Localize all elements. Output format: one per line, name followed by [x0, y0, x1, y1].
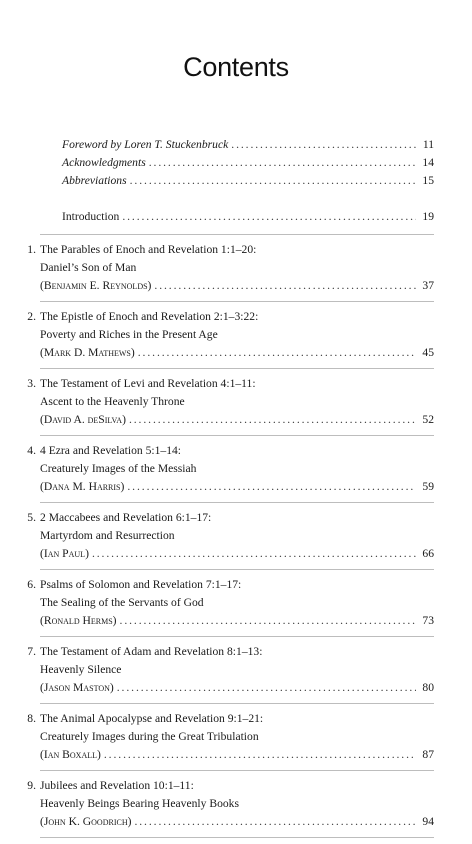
chapter-number: 8. — [27, 712, 36, 725]
chapter-subtitle: Daniel’s Son of Man — [40, 261, 137, 274]
divider — [40, 569, 434, 570]
chapter-subtitle: Heavenly Silence — [40, 663, 122, 676]
chapter-title: 4 Ezra and Revelation 5:1–14: — [40, 444, 182, 457]
toc-entry-chapter[interactable] — [22, 710, 434, 764]
chapter-subtitle: Creaturely Images during the Great Tribulation — [40, 730, 259, 743]
page-number: 87 — [422, 748, 434, 761]
chapter-number: 6. — [27, 578, 36, 591]
dot-leader — [130, 172, 416, 190]
toc-entry-chapter[interactable] — [22, 375, 434, 429]
chapter-subtitle: Poverty and Riches in the Present Age — [40, 328, 218, 341]
chapter-author: (Jason Maston) — [40, 681, 114, 694]
page-number: 59 — [422, 480, 434, 493]
divider — [40, 770, 434, 771]
chapter-author: (Ronald Herms) — [40, 614, 117, 627]
chapter-title: The Animal Apocalypse and Revelation 9:1–21: — [40, 712, 264, 725]
chapter-author: (John K. Goodrich) — [40, 815, 132, 828]
divider — [40, 435, 434, 436]
chapter-number: 3. — [27, 377, 36, 390]
dot-leader — [231, 136, 416, 154]
chapter-author: (Ian Paul) — [40, 547, 89, 560]
page-number: 14 — [422, 156, 434, 169]
divider — [40, 636, 434, 637]
chapter-number: 2. — [27, 310, 36, 323]
chapter-author-row — [40, 545, 434, 563]
dot-leader — [117, 679, 416, 697]
toc-entry-foreword[interactable] — [22, 136, 434, 154]
toc-entry-chapter[interactable] — [22, 442, 434, 496]
entry-label: Acknowledgments — [62, 156, 146, 169]
chapter-number: 9. — [27, 779, 36, 792]
toc-entry-introduction[interactable] — [22, 208, 434, 226]
chapter-subtitle: Creaturely Images of the Messiah — [40, 462, 197, 475]
page-number: 15 — [422, 174, 434, 187]
toc-entry-chapter[interactable] — [22, 308, 434, 362]
chapter-title: The Parables of Enoch and Revelation 1:1–20: — [40, 243, 257, 256]
divider — [40, 368, 434, 369]
page-number: 94 — [422, 815, 434, 828]
page-number: 66 — [422, 547, 434, 560]
dot-leader — [129, 411, 416, 429]
toc-entry-chapter[interactable] — [22, 241, 434, 295]
dot-leader — [122, 208, 416, 226]
chapter-author-row — [40, 679, 434, 697]
dot-leader — [127, 478, 416, 496]
chapter-title: The Testament of Levi and Revelation 4:1–11: — [40, 377, 256, 390]
chapter-author-row — [40, 411, 434, 429]
chapter-title: 2 Maccabees and Revelation 6:1–17: — [40, 511, 212, 524]
chapter-author: (David A. deSilva) — [40, 413, 126, 426]
chapter-author-row — [40, 813, 434, 831]
dot-leader — [92, 545, 416, 563]
chapter-title: Jubilees and Revelation 10:1–11: — [40, 779, 194, 792]
chapter-subtitle: Heavenly Beings Bearing Heavenly Books — [40, 797, 239, 810]
dot-leader — [138, 344, 416, 362]
chapter-number: 5. — [27, 511, 36, 524]
entry-label: Introduction — [62, 210, 120, 223]
page-number: 37 — [422, 279, 434, 292]
chapter-list — [22, 241, 434, 838]
chapter-title: The Testament of Adam and Revelation 8:1–13: — [40, 645, 263, 658]
toc-entry-abbreviations[interactable] — [22, 172, 434, 190]
toc-entry-acknowledgments[interactable] — [22, 154, 434, 172]
chapter-author: (Mark D. Mathews) — [40, 346, 135, 359]
chapter-subtitle: Martyrdom and Resurrection — [40, 529, 175, 542]
table-of-contents — [22, 136, 434, 844]
chapter-number: 1. — [27, 243, 36, 256]
chapter-number: 4. — [27, 444, 36, 457]
dot-leader — [120, 612, 416, 630]
chapter-author-row — [40, 344, 434, 362]
chapter-author: (Ian Boxall) — [40, 748, 101, 761]
dot-leader — [149, 154, 416, 172]
dot-leader — [104, 746, 416, 764]
toc-entry-chapter[interactable] — [22, 576, 434, 630]
page-number: 19 — [422, 210, 434, 223]
page-number: 80 — [422, 681, 434, 694]
chapter-author: (Dana M. Harris) — [40, 480, 125, 493]
chapter-author-row — [40, 612, 434, 630]
chapter-subtitle: The Sealing of the Servants of God — [40, 596, 204, 609]
page-title: Contents — [183, 52, 289, 82]
entry-label: Abbreviations — [62, 174, 127, 187]
divider — [40, 837, 434, 838]
divider — [40, 703, 434, 704]
toc-entry-chapter[interactable] — [22, 643, 434, 697]
chapter-title: The Epistle of Enoch and Revelation 2:1–3:22: — [40, 310, 259, 323]
divider — [40, 234, 434, 235]
page-number: 11 — [422, 138, 434, 151]
chapter-number: 7. — [27, 645, 36, 658]
page-number: 52 — [422, 413, 434, 426]
chapter-subtitle: Ascent to the Heavenly Throne — [40, 395, 185, 408]
dot-leader — [154, 277, 416, 295]
divider — [40, 301, 434, 302]
page-number: 73 — [422, 614, 434, 627]
entry-label: Foreword by Loren T. Stuckenbruck — [62, 138, 229, 151]
dot-leader — [134, 813, 416, 831]
page-number: 45 — [422, 346, 434, 359]
chapter-title: Psalms of Solomon and Revelation 7:1–17: — [40, 578, 242, 591]
toc-entry-chapter[interactable] — [22, 509, 434, 563]
toc-entry-chapter[interactable] — [22, 777, 434, 831]
chapter-author-row — [40, 478, 434, 496]
chapter-author-row — [40, 746, 434, 764]
chapter-author: (Benjamin E. Reynolds) — [40, 279, 152, 292]
divider — [40, 502, 434, 503]
chapter-author-row — [40, 277, 434, 295]
